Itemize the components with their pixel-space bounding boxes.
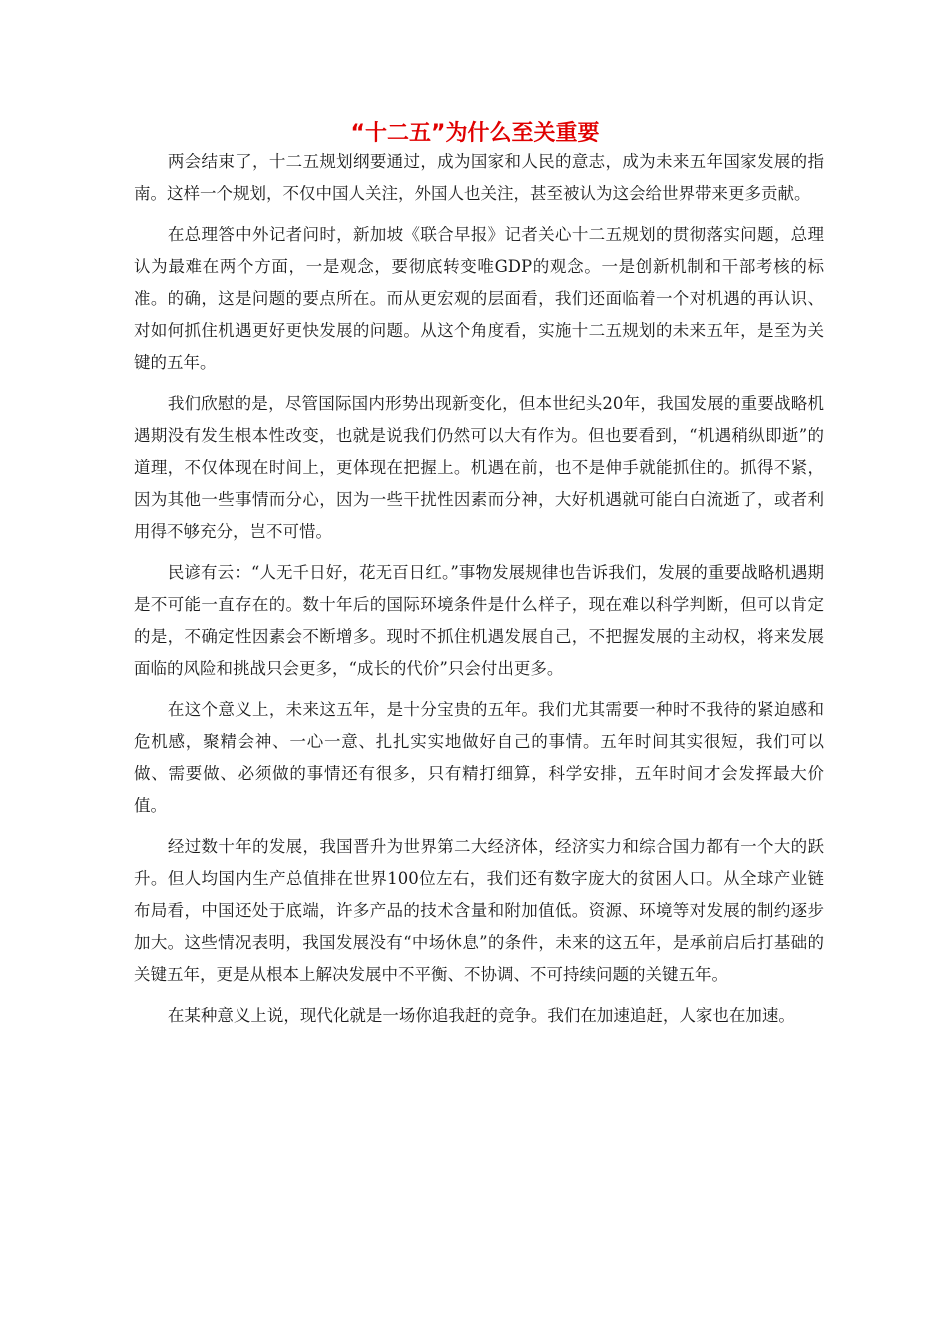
paragraph: 我们欣慰的是，尽管国际国内形势出现新变化，但本世纪头20年，我国发展的重要战略机遇期没有发生根本性改变，也就是说我们仍然可以大有作为。但也要看到，“机遇稍纵即逝”的道理，不仅体现在时间上，更体现在把握上。机遇在前，也不是伸手就能抓住的。抓得不紧，因为其他一些事情而分心，因为一些干扰性因素而分神，大好机遇就可能白白流逝了，或者利用得不够充分，岂不可惜。 (134, 394, 824, 541)
paragraph: 在某种意义上说，现代化就是一场你追我赶的竞争。我们在加速追赶，人家也在加速。 (167, 1006, 795, 1025)
paragraph: 在这个意义上，未来这五年，是十分宝贵的五年。我们尤其需要一种时不我待的紧迫感和危机感，聚精会神、一心一意、扎扎实实地做好自己的事情。五年时间其实很短，我们可以做、需要做、必须做的事情还有很多，只有精打细算，科学安排，五年时间才会发挥最大价值。 (134, 700, 824, 815)
paragraph: 在总理答中外记者问时，新加坡《联合早报》记者关心十二五规划的贯彻落实问题，总理认为最难在两个方面，一是观念，要彻底转变唯GDP的观念。一是创新机制和干部考核的标准。的确，这是问题的要点所在。而从更宏观的层面看，我们还面临着一个对机遇的再认识、对如何抓住机遇更好更快发展的问题。从这个角度看，实施十二五规划的未来五年，是至为关键的五年。 (134, 225, 824, 372)
page-title: “十二五”为什么至关重要 (350, 121, 600, 146)
paragraph: 民谚有云：“人无千日好，花无百日红。”事物发展规律也告诉我们，发展的重要战略机遇期是不可能一直存在的。数十年后的国际环境条件是什么样子，现在难以科学判断，但可以肯定的是，不确定性因素会不断增多。现时不抓住机遇发展自己，不把握发展的主动权，将来发展面临的风险和挑战只会更多，“成长的代价”只会付出更多。 (134, 563, 824, 678)
paragraph: 经过数十年的发展，我国晋升为世界第二大经济体，经济实力和综合国力都有一个大的跃升。但人均国内生产总值排在世界100位左右，我们还有数字庞大的贫困人口。从全球产业链布局看，中国还处于底端，许多产品的技术含量和附加值低。资源、环境等对发展的制约逐步加大。这些情况表明，我国发展没有“中场休息”的条件，未来的这五年，是承前启后打基础的关键五年，更是从根本上解决发展中不平衡、不协调、不可持续问题的关键五年。 (134, 837, 824, 984)
article-body (134, 146, 824, 1041)
paragraph: 两会结束了，十二五规划纲要通过，成为国家和人民的意志，成为未来五年国家发展的指南。这样一个规划，不仅中国人关注，外国人也关注，甚至被认为这会给世界带来更多贡献。 (134, 152, 824, 203)
